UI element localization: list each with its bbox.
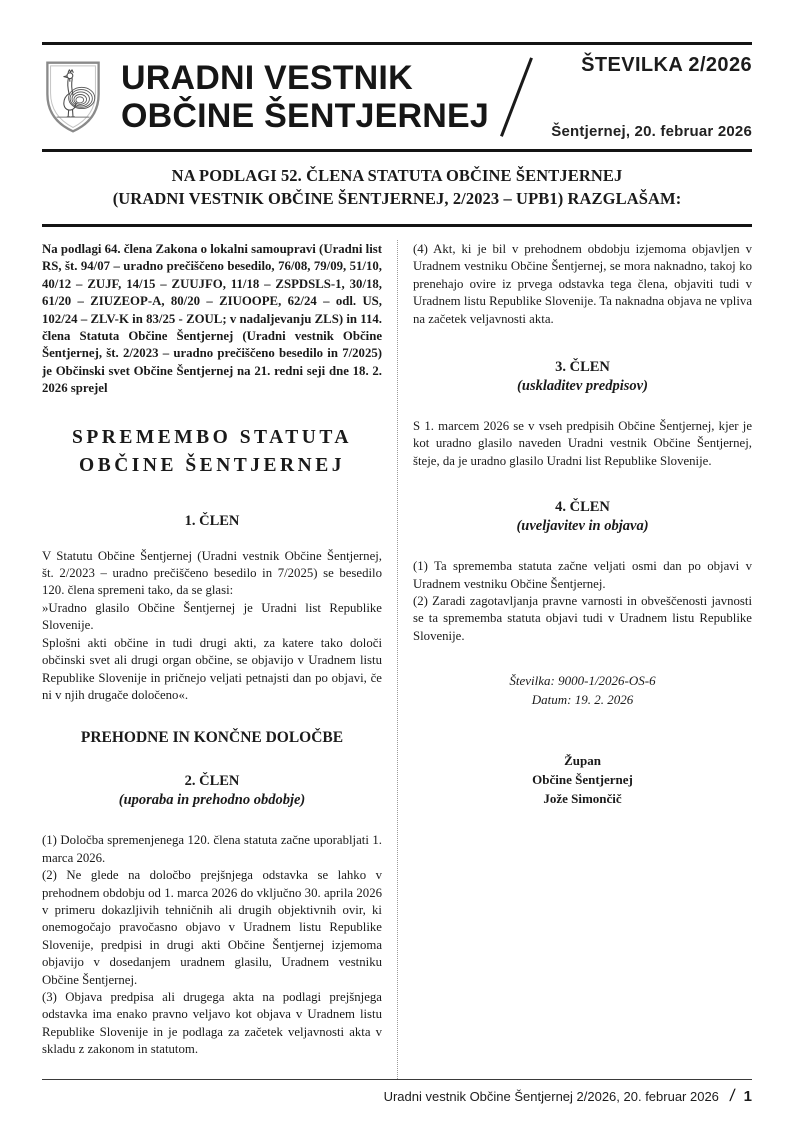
article-2-paragraph: (3) Objava predpisa ali drugega akta na podlagi prejšnjega odstavka ima enako pravno veljavo kot objava v Uradnem listu Republike Slovenije in je podlaga za začetek veljavnosti akta v skladu z zakonom in statutom. [42, 989, 382, 1057]
article-1-paragraph: Splošni akti občine in tudi drugi akti, za katere tako določi občinski svet ali drugi organ občine, se objavijo v Uradnem listu Republike Slovenije in pričnejo veljati petnajsti dan po objavi, če ni v njih drugače določeno«. [42, 635, 382, 702]
masthead-issue-block [551, 54, 752, 140]
article-2-heading: 2. ČLEN [184, 773, 240, 790]
coat-of-arms-icon [44, 59, 102, 135]
article-4-paragraph: (1) Ta sprememba statuta začne veljati osmi dan po objavi v Uradnem vestniku Občine Šentjernej. [413, 559, 752, 591]
issue-dateline: Šentjernej, 20. februar 2026 [551, 123, 752, 140]
signature-role: Župan [564, 753, 601, 769]
footer-slash-divider: / [728, 1086, 737, 1105]
footer-text: Uradni vestnik Občine Šentjernej 2/2026, 20. februar 2026 [383, 1088, 719, 1104]
article-4-heading: 4. ČLEN [555, 499, 610, 516]
masthead-title [121, 59, 489, 135]
act-title-line1: SPREMEMBO STATUTA [72, 426, 352, 448]
right-column [398, 240, 752, 1079]
page-footer [42, 1079, 752, 1107]
document-date: Datum: 19. 2. 2026 [531, 692, 634, 708]
article-2-paragraph: (1) Določba spremenjenega 120. člena statuta začne uporabljati 1. marca 2026. [42, 833, 382, 865]
article-2-subtitle: (uporaba in prehodno obdobje) [118, 792, 306, 809]
masthead-title-line2: OBČINE ŠENTJERNEJ [121, 97, 490, 135]
document-meta [413, 671, 752, 709]
article-4-subtitle: (uveljavitev in objava) [516, 518, 649, 535]
signature-org: Občine Šentjernej [532, 772, 633, 788]
page-number: 1 [743, 1087, 752, 1105]
legal-basis-paragraph: Na podlagi 64. člena Zakona o lokalni samoupravi (Uradni list RS, št. 94/07 – uradno prečiščeno besedilo, 76/08, 79/09, 51/10, 40/12 – ZUJF, 14/15 – ZUUJFO, 11/18 – ZSPDSLS-1, 30/18, 61/20 – ZIUZEOP-A, 80/20 – ZIUOOPE, 62/24 – odl. US, 102/24 – ZLV-K in 83/25 - ZOUL; v nadaljevanju ZLS) in 114. člena Statuta Občine Šentjernej (Uradni vestnik Občine Šentjernej, št. 2/2023 – uradno prečiščeno besedilo in 7/2025) je Občinski svet Občine Šentjernej na 21. redni seji dne 18. 2. 2026 sprejel [42, 242, 382, 396]
act-title-line2: OBČINE ŠENTJERNEJ [79, 454, 345, 476]
article-1-paragraph: V Statutu Občine Šentjernej (Uradni vestnik Občine Šentjernej, št. 2/2023 – uradno prečiščeno besedilo in 7/2025) se besedilo 120. člena spremeni tako, da se glasi: [42, 548, 382, 598]
act-title [42, 424, 382, 480]
signature-block [413, 751, 752, 808]
signature-name: Jože Simončič [543, 791, 622, 807]
proclamation-heading [42, 152, 752, 224]
proclamation-line1: NA PODLAGI 52. ČLENA STATUTA OBČINE ŠENTJERNEJ [171, 166, 623, 185]
transitional-provisions-heading: PREHODNE IN KONČNE DOLOČBE [80, 729, 344, 747]
article-3-subtitle: (uskladitev predpisov) [517, 378, 648, 395]
masthead-slash-divider [500, 57, 533, 136]
article-3-paragraph: S 1. marcem 2026 se v vseh predpisih Občine Šentjernej, kjer je kot uradno glasilo naveden Uradni vestnik Občine Šentjernej, šteje, da je uradno glasilo Uradni list Republike Slovenije. [413, 419, 752, 468]
masthead-title-line1: URADNI VESTNIK [121, 59, 413, 97]
article-1-heading: 1. ČLEN [184, 512, 240, 529]
issue-number-label: ŠTEVILKA 2/2026 [581, 54, 752, 76]
article-3-heading: 3. ČLEN [555, 359, 610, 376]
article-4-paragraph: (2) Zaradi zagotavljanja pravne varnosti in obveščenosti javnosti se ta sprememba statuta objavi tudi v Uradnem listu Republike Slovenije. [413, 594, 752, 643]
masthead [42, 45, 752, 149]
left-column [42, 240, 398, 1079]
article-1-paragraph: »Uradno glasilo Občine Šentjernej je Uradni list Republike Slovenije. [42, 600, 382, 633]
document-body [42, 227, 752, 1079]
proclamation-line2: (URADNI VESTNIK OBČINE ŠENTJERNEJ, 2/2023 – UPB1) RAZGLAŠAM: [112, 188, 682, 208]
document-number: Številka: 9000-1/2026-OS-6 [509, 673, 656, 689]
article-2-paragraph-4: (4) Akt, ki je bil v prehodnem obdobju izjemoma objavljen v Uradnem vestniku Občine Šentjernej, se mora naknadno, takoj ko prenehajo ovire iz prvega odstavka tega člena, objaviti tudi v Uradnem listu Republike Slovenije. Ta naknadna objava ne vpliva na začetek veljavnosti akta. [413, 242, 752, 326]
article-2-paragraph: (2) Ne glede na določbo prejšnjega odstavka se lahko v prehodnem obdobju od 1. marca 2026 do vključno 30. aprila 2026 v primeru dokazljivih tehničnih ali drugih objektivnih ovir, ki onemogočajo pravočasno objavo v Uradnem listu Republike Slovenije, predpisi in drugi akti Občine Šentjernej izjemoma objavijo v dosedanjem uradnem glasilu, Uradnem vestniku Občine Šentjernej. [42, 868, 382, 987]
